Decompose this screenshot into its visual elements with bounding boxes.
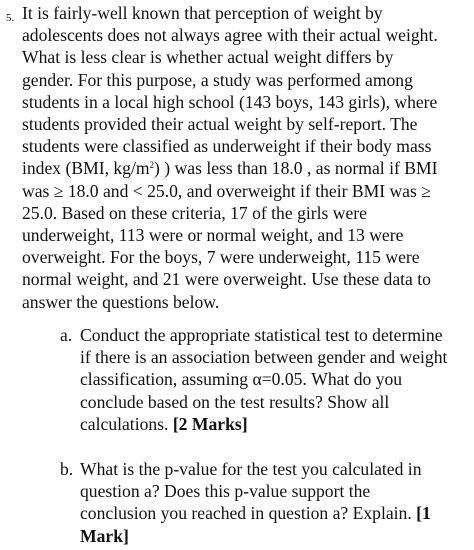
intro-line: students in a local high school (143 boys, 143 girls), where <box>22 91 438 112</box>
intro-line: students were classified as underweight if their body mass <box>22 136 432 157</box>
bmi-text: index (BMI, kg/m <box>22 158 150 179</box>
part-b-label: b. <box>60 459 74 479</box>
bmi-superscript: 2 <box>149 160 155 171</box>
intro-line: answer the questions below. <box>22 291 220 312</box>
part-b-marks-cont: Mark] <box>80 525 129 546</box>
bmi-text-cont: ) ) was less than 18.0 , as normal if BMI <box>154 158 438 179</box>
intro-line: normal weight, and 21 were overweight. Use these data to <box>22 269 431 290</box>
intro-line-bmi <box>22 157 474 179</box>
part-a-label: a. <box>60 325 73 345</box>
intro-line: overweight. For the boys, 7 were underweight, 115 were <box>22 247 420 268</box>
part-b <box>60 458 470 547</box>
intro-line: adolescents does not always agree with their actual weight. <box>22 25 438 46</box>
part-b-line: What is the p-value for the test you calculated in <box>80 459 422 479</box>
part-a-line: conclude based on the test results? Show all <box>80 391 390 412</box>
intro-line: gender. For this purpose, a study was performed among <box>22 69 413 90</box>
part-b-line: question a? Does this p-value support the <box>80 481 371 502</box>
intro-line: underweight, 113 were or normal weight, and 13 were <box>22 225 404 246</box>
part-a-line: calculations. <box>80 413 173 434</box>
part-b-marks: [1 <box>416 503 431 524</box>
intro-line: was ≥ 18.0 and < 25.0, and overweight if their BMI was ≥ <box>22 180 431 201</box>
part-a-line: if there is an association between gender and weight <box>80 347 448 368</box>
part-a <box>60 324 470 435</box>
question-number: 5. <box>6 12 15 24</box>
question-intro <box>22 2 474 313</box>
part-a-line: Conduct the appropriate statistical test to determine <box>80 325 443 345</box>
part-a-line: classification, assuming α=0.05. What do you <box>80 369 403 390</box>
intro-line: What is less clear is whether actual weight differs by <box>22 47 394 68</box>
intro-line: 25.0. Based on these criteria, 17 of the girls were <box>22 202 367 223</box>
part-b-line: conclusion you reached in question a? Explain. <box>80 503 417 524</box>
part-a-marks: [2 Marks] <box>172 413 248 434</box>
intro-line: It is fairly-well known that perception of weight by <box>22 3 383 23</box>
intro-line: students provided their actual weight by self-report. The <box>22 114 418 135</box>
